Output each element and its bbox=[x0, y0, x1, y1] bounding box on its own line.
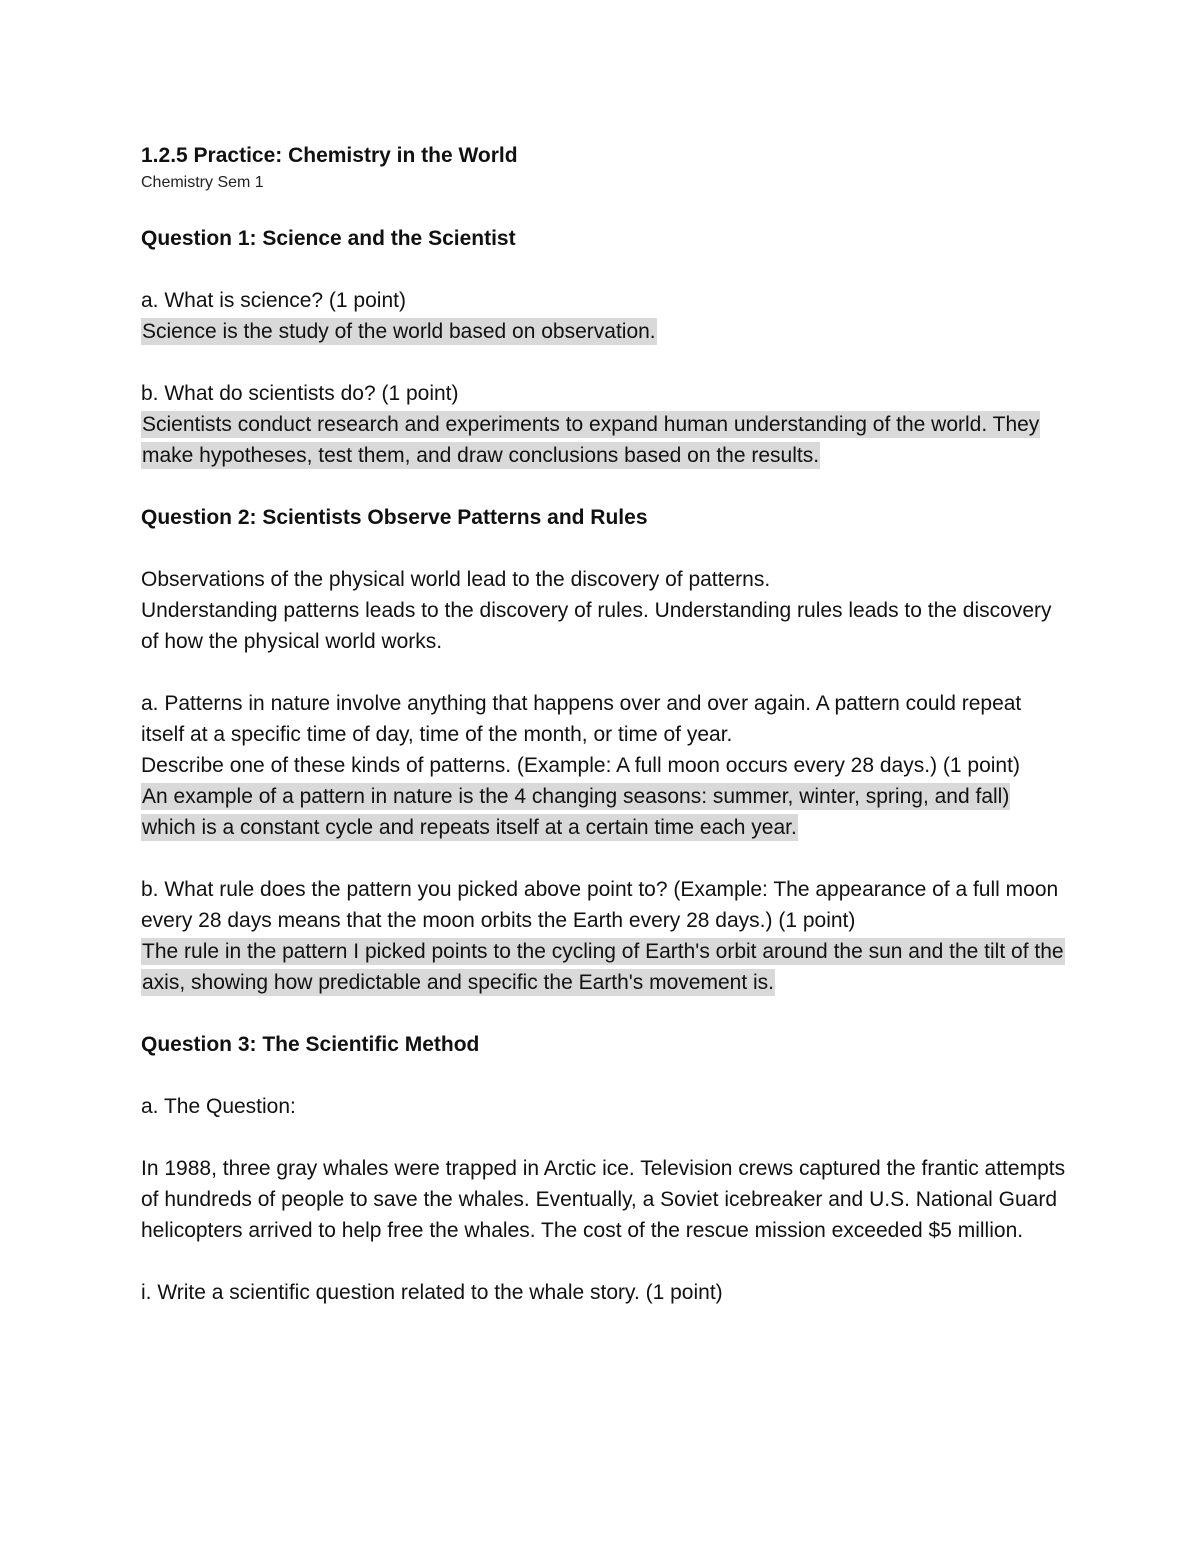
q3-i-prompt: i. Write a scientific question related to the whale story. (1 point) bbox=[141, 1281, 723, 1304]
q2-intro-2: Understanding patterns leads to the discovery of rules. Understanding rules leads to the discovery of how the physical world works. bbox=[141, 599, 1052, 653]
q1-a-answer-text: Science is the study of the world based on observation. bbox=[142, 320, 656, 343]
document-subtitle: Chemistry Sem 1 bbox=[141, 174, 264, 191]
q3-story: In 1988, three gray whales were trapped in Arctic ice. Television crews captured the frantic attempts of hundreds of people to save the whales. Eventually, a Soviet icebreaker and U.S. National Guard helicopters arrived to help free the whales. The cost of the rescue mission exceeded $5 million. bbox=[141, 1157, 1066, 1242]
q3-a-label: a. The Question: bbox=[141, 1095, 296, 1118]
question-3-heading: Question 3: The Scientific Method bbox=[141, 1033, 480, 1056]
q2-b-prompt: b. What rule does the pattern you picked above point to? (Example: The appearance of a full moon every 28 days means that the moon orbits the Earth every 28 days.) (1 point) bbox=[141, 878, 1059, 932]
q2-b-answer-text: The rule in the pattern I picked points to the cycling of Earth's orbit around the sun and the tilt of the axis, showing how predictable and specific the Earth's movement is. bbox=[142, 940, 1064, 994]
q2-a-answer bbox=[141, 781, 1066, 843]
q2-a-prompt-1: a. Patterns in nature involve anything that happens over and over again. A pattern could repeat itself at a specific time of day, time of the month, or time of year. bbox=[141, 692, 1022, 746]
q1-a-answer bbox=[141, 316, 1066, 347]
q2-intro-1: Observations of the physical world lead to the discovery of patterns. bbox=[141, 568, 771, 591]
q1-b-answer bbox=[141, 409, 1066, 471]
question-1-heading: Question 1: Science and the Scientist bbox=[141, 227, 516, 250]
q2-b-answer bbox=[141, 936, 1066, 998]
document-title: 1.2.5 Practice: Chemistry in the World bbox=[141, 144, 518, 167]
q1-b-answer-text: Scientists conduct research and experiments to expand human understanding of the world. They make hypotheses, test them, and draw conclusions based on the results. bbox=[142, 413, 1040, 467]
q2-a-prompt-2: Describe one of these kinds of patterns. (Example: A full moon occurs every 28 days.) (1 point) bbox=[141, 754, 1020, 777]
q1-b-prompt: b. What do scientists do? (1 point) bbox=[141, 382, 459, 405]
q1-a-prompt: a. What is science? (1 point) bbox=[141, 289, 406, 312]
question-2-heading: Question 2: Scientists Observe Patterns and Rules bbox=[141, 506, 648, 529]
q2-a-answer-text: An example of a pattern in nature is the 4 changing seasons: summer, winter, spring, and fall) which is a constant cycle and repeats itself at a certain time each year. bbox=[142, 785, 1010, 839]
document-page bbox=[141, 141, 1066, 1308]
